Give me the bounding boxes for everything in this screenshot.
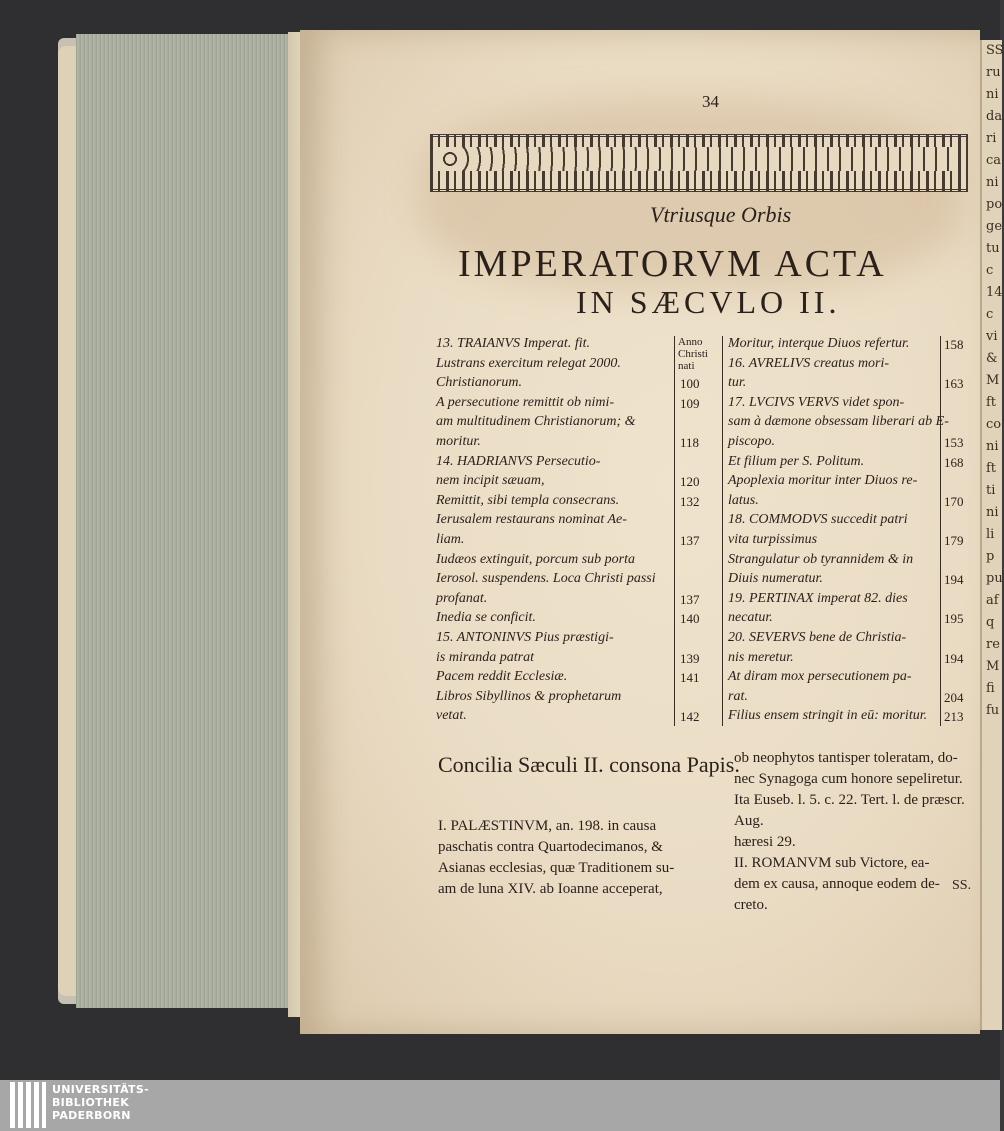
chronology-entry: 16. AVRELIVS creatus mori- (728, 355, 890, 371)
text-line: creto. (734, 897, 768, 913)
next-page-text: ni (986, 175, 999, 190)
chronology-year: 118 (680, 435, 700, 450)
chronology-entry: moritur. (436, 434, 481, 449)
chronology-entry: vetat. (436, 708, 467, 724)
next-page-text: c (986, 307, 994, 322)
next-page-text: c (986, 263, 994, 278)
page-edges (76, 34, 290, 1008)
chronology-entry: Libros Sibyllinos & prophetarum (436, 688, 622, 704)
chronology-year: 168 (944, 454, 964, 470)
chronology-entry: latus. (728, 492, 759, 508)
next-page-text: vi (986, 329, 998, 344)
concilia-title: Concilia Sæculi II. consona Papis. (438, 752, 740, 777)
next-page-text: M (986, 373, 1000, 388)
chronology-entry: 18. COMMODVS succedit patri (728, 512, 908, 528)
chronology-year: 194 (944, 572, 964, 588)
chronology-entry: Strangulatur ob tyrannidem & in (728, 551, 914, 567)
text-line: II. ROMANVM sub Victore, ea- (734, 855, 930, 871)
chronology-entry: nem incipit sæuam, (436, 473, 545, 489)
chronology-year: 163 (944, 376, 964, 392)
next-page-text: co (986, 417, 1002, 432)
ornament-pattern (438, 147, 956, 171)
next-page-text: q (986, 615, 995, 630)
next-page-text: fi (986, 681, 995, 696)
chronology-entry: 15. ANTONINVS Pius præstigi- (436, 630, 614, 645)
chronology-entry: Iudæos extinguit, porcum sub porta (436, 551, 635, 567)
chronology-entry: Pacem reddit Ecclesiæ. (436, 669, 568, 685)
next-page-text: ti (986, 483, 996, 498)
next-page-text: ni (986, 87, 999, 102)
chronology-year: 158 (944, 337, 964, 352)
next-page-text: ca (986, 153, 1002, 168)
next-page-text: ri (986, 131, 997, 146)
chronology-year: 195 (944, 611, 964, 627)
chronology-year: 132 (680, 493, 700, 509)
chronology-entry: Remittit, sibi templa consecrans. (436, 492, 620, 508)
next-page-text: ft (986, 461, 997, 476)
next-page-text: ru (986, 65, 1001, 80)
chronology-year: 194 (944, 650, 964, 666)
catchword: SS. (952, 878, 972, 893)
chronology-entry: tur. (728, 375, 747, 391)
page-subtitle: Vtriusque Orbis (650, 202, 792, 227)
text-line: am de luna XIV. ab Ioanne acceperat, (438, 881, 663, 897)
chronology-year: 120 (680, 474, 700, 490)
library-logo-text (52, 1083, 149, 1122)
chronology-year: 179 (944, 533, 964, 548)
chronology-year: 213 (944, 709, 964, 725)
next-page-text: ni (986, 439, 999, 454)
chronology-entry: Moritur, interque Diuos refertur. (728, 336, 910, 351)
chronology-entry: Christianorum. (436, 375, 522, 391)
next-page-text: M (986, 659, 1000, 674)
chronology-entry: 20. SEVERVS bene de Christia- (728, 630, 907, 645)
column-rule (722, 336, 723, 726)
chronology-entry: rat. (728, 688, 748, 704)
chronology-entry: vita turpissimus (728, 532, 818, 547)
next-page-text: fu (986, 703, 1000, 718)
page-number: 34 (702, 92, 719, 111)
chronology-year: 204 (944, 689, 964, 705)
next-page-text: SS (986, 43, 1004, 58)
chronology-entry: Lustrans exercitum relegat 2000. (436, 355, 621, 371)
chronology-entry: 13. TRAIANVS Imperat. fit. (436, 336, 590, 351)
chronology-entry: Diuis numeratur. (728, 571, 823, 587)
next-page-text: li (986, 527, 995, 542)
next-page-text: ft (986, 395, 997, 410)
next-page-text: ge (986, 219, 1003, 234)
next-page-text: pu (986, 571, 1003, 586)
next-page-text: da (986, 109, 1003, 124)
chronology-entry: profanat. (436, 590, 488, 606)
column-rule (674, 336, 675, 726)
text-line: paschatis contra Quartodecimanos, & (438, 839, 663, 855)
text-line: Ita Euseb. l. 5. c. 22. Tert. l. de præscr. Aug. (734, 792, 965, 829)
chronology-year: 109 (680, 395, 700, 411)
chronology-entry: am multitudinem Christianorum; & (436, 414, 636, 430)
chronology-entry: A persecutione remittit ob nimi- (436, 394, 615, 410)
text-line: dem ex causa, annoque eodem de- (734, 876, 940, 892)
chronology-entry: 17. LVCIVS VERVS videt spon- (728, 394, 905, 410)
concilia-right-text (734, 748, 980, 916)
chronology-entry: Filius ensem stringit in eū: moritur. (728, 708, 928, 724)
page-title-line2: IN SÆCVLO II. (576, 284, 841, 320)
chronology-entry: nis meretur. (728, 649, 794, 665)
chronology-year: 141 (680, 670, 700, 686)
year-column-header: Anno Christi nati (678, 336, 708, 372)
chronology-year: 139 (680, 650, 700, 666)
next-page-text: po (986, 197, 1003, 212)
next-page-fragment (980, 40, 1002, 1030)
chronology-entry: 14. HADRIANVS Persecutio- (436, 453, 601, 469)
concilia-left-text (438, 816, 674, 900)
logo-line-1: UNIVERSITÄTS- (52, 1083, 149, 1096)
next-page-text: & (986, 351, 998, 366)
chronology-entry: necatur. (728, 610, 773, 626)
chronology-year: 137 (680, 591, 700, 607)
page-title: IMPERATORVM ACTA (458, 243, 887, 285)
next-page-text: p (986, 549, 995, 564)
chronology-year: 100 (680, 376, 700, 392)
logo-line-3: PADERBORN (52, 1109, 131, 1122)
chronology-entry: piscopo. (728, 434, 776, 449)
chronology-entry: Ierosol. suspendens. Loca Christi passi (436, 571, 656, 587)
chronology-year: 142 (680, 709, 700, 725)
chronology-entry: At diram mox persecutionem pa- (728, 669, 912, 685)
chronology-entry: is miranda patrat (436, 649, 535, 665)
chronology-entry: Et filium per S. Politum. (728, 453, 865, 469)
chronology-entry: Apoplexia moritur inter Diuos re- (728, 473, 918, 489)
next-page-text: ni (986, 505, 999, 520)
next-page-text: re (986, 637, 1000, 652)
chronology-year: 140 (680, 611, 700, 627)
text-line: hæresi 29. (734, 834, 796, 850)
text-line: Asianas ecclesias, quæ Traditionem su- (438, 860, 675, 876)
chronology-year: 170 (944, 493, 964, 509)
chronology-entry: sam à dæmone obsessam liberari ab E- (728, 414, 949, 430)
next-page-text: tu (986, 241, 1000, 256)
chronology-entry: liam. (436, 532, 465, 547)
text-line: nec Synagoga cum honore sepeliretur. (734, 771, 963, 787)
text-line: ob neophytos tantisper toleratam, do- (734, 750, 958, 766)
library-footer (0, 1080, 1000, 1131)
chronology-year: 137 (680, 533, 700, 548)
library-logo-icon (10, 1082, 46, 1128)
chronology-year: 153 (944, 435, 964, 450)
chronology-entry: Ierusalem restaurans nominat Ae- (436, 512, 627, 528)
chronology-entry: 19. PERTINAX imperat 82. dies (728, 590, 908, 606)
column-rule (940, 336, 941, 726)
ornament-border (430, 134, 968, 192)
chronology-entry: Inedia se conficit. (436, 610, 536, 626)
text-line: I. PALÆSTINVM, an. 198. in causa (438, 818, 657, 834)
logo-line-2: BIBLIOTHEK (52, 1096, 130, 1109)
next-page-text: 14 (986, 285, 1003, 300)
next-page-text: af (986, 593, 999, 608)
book-page (300, 30, 980, 1034)
